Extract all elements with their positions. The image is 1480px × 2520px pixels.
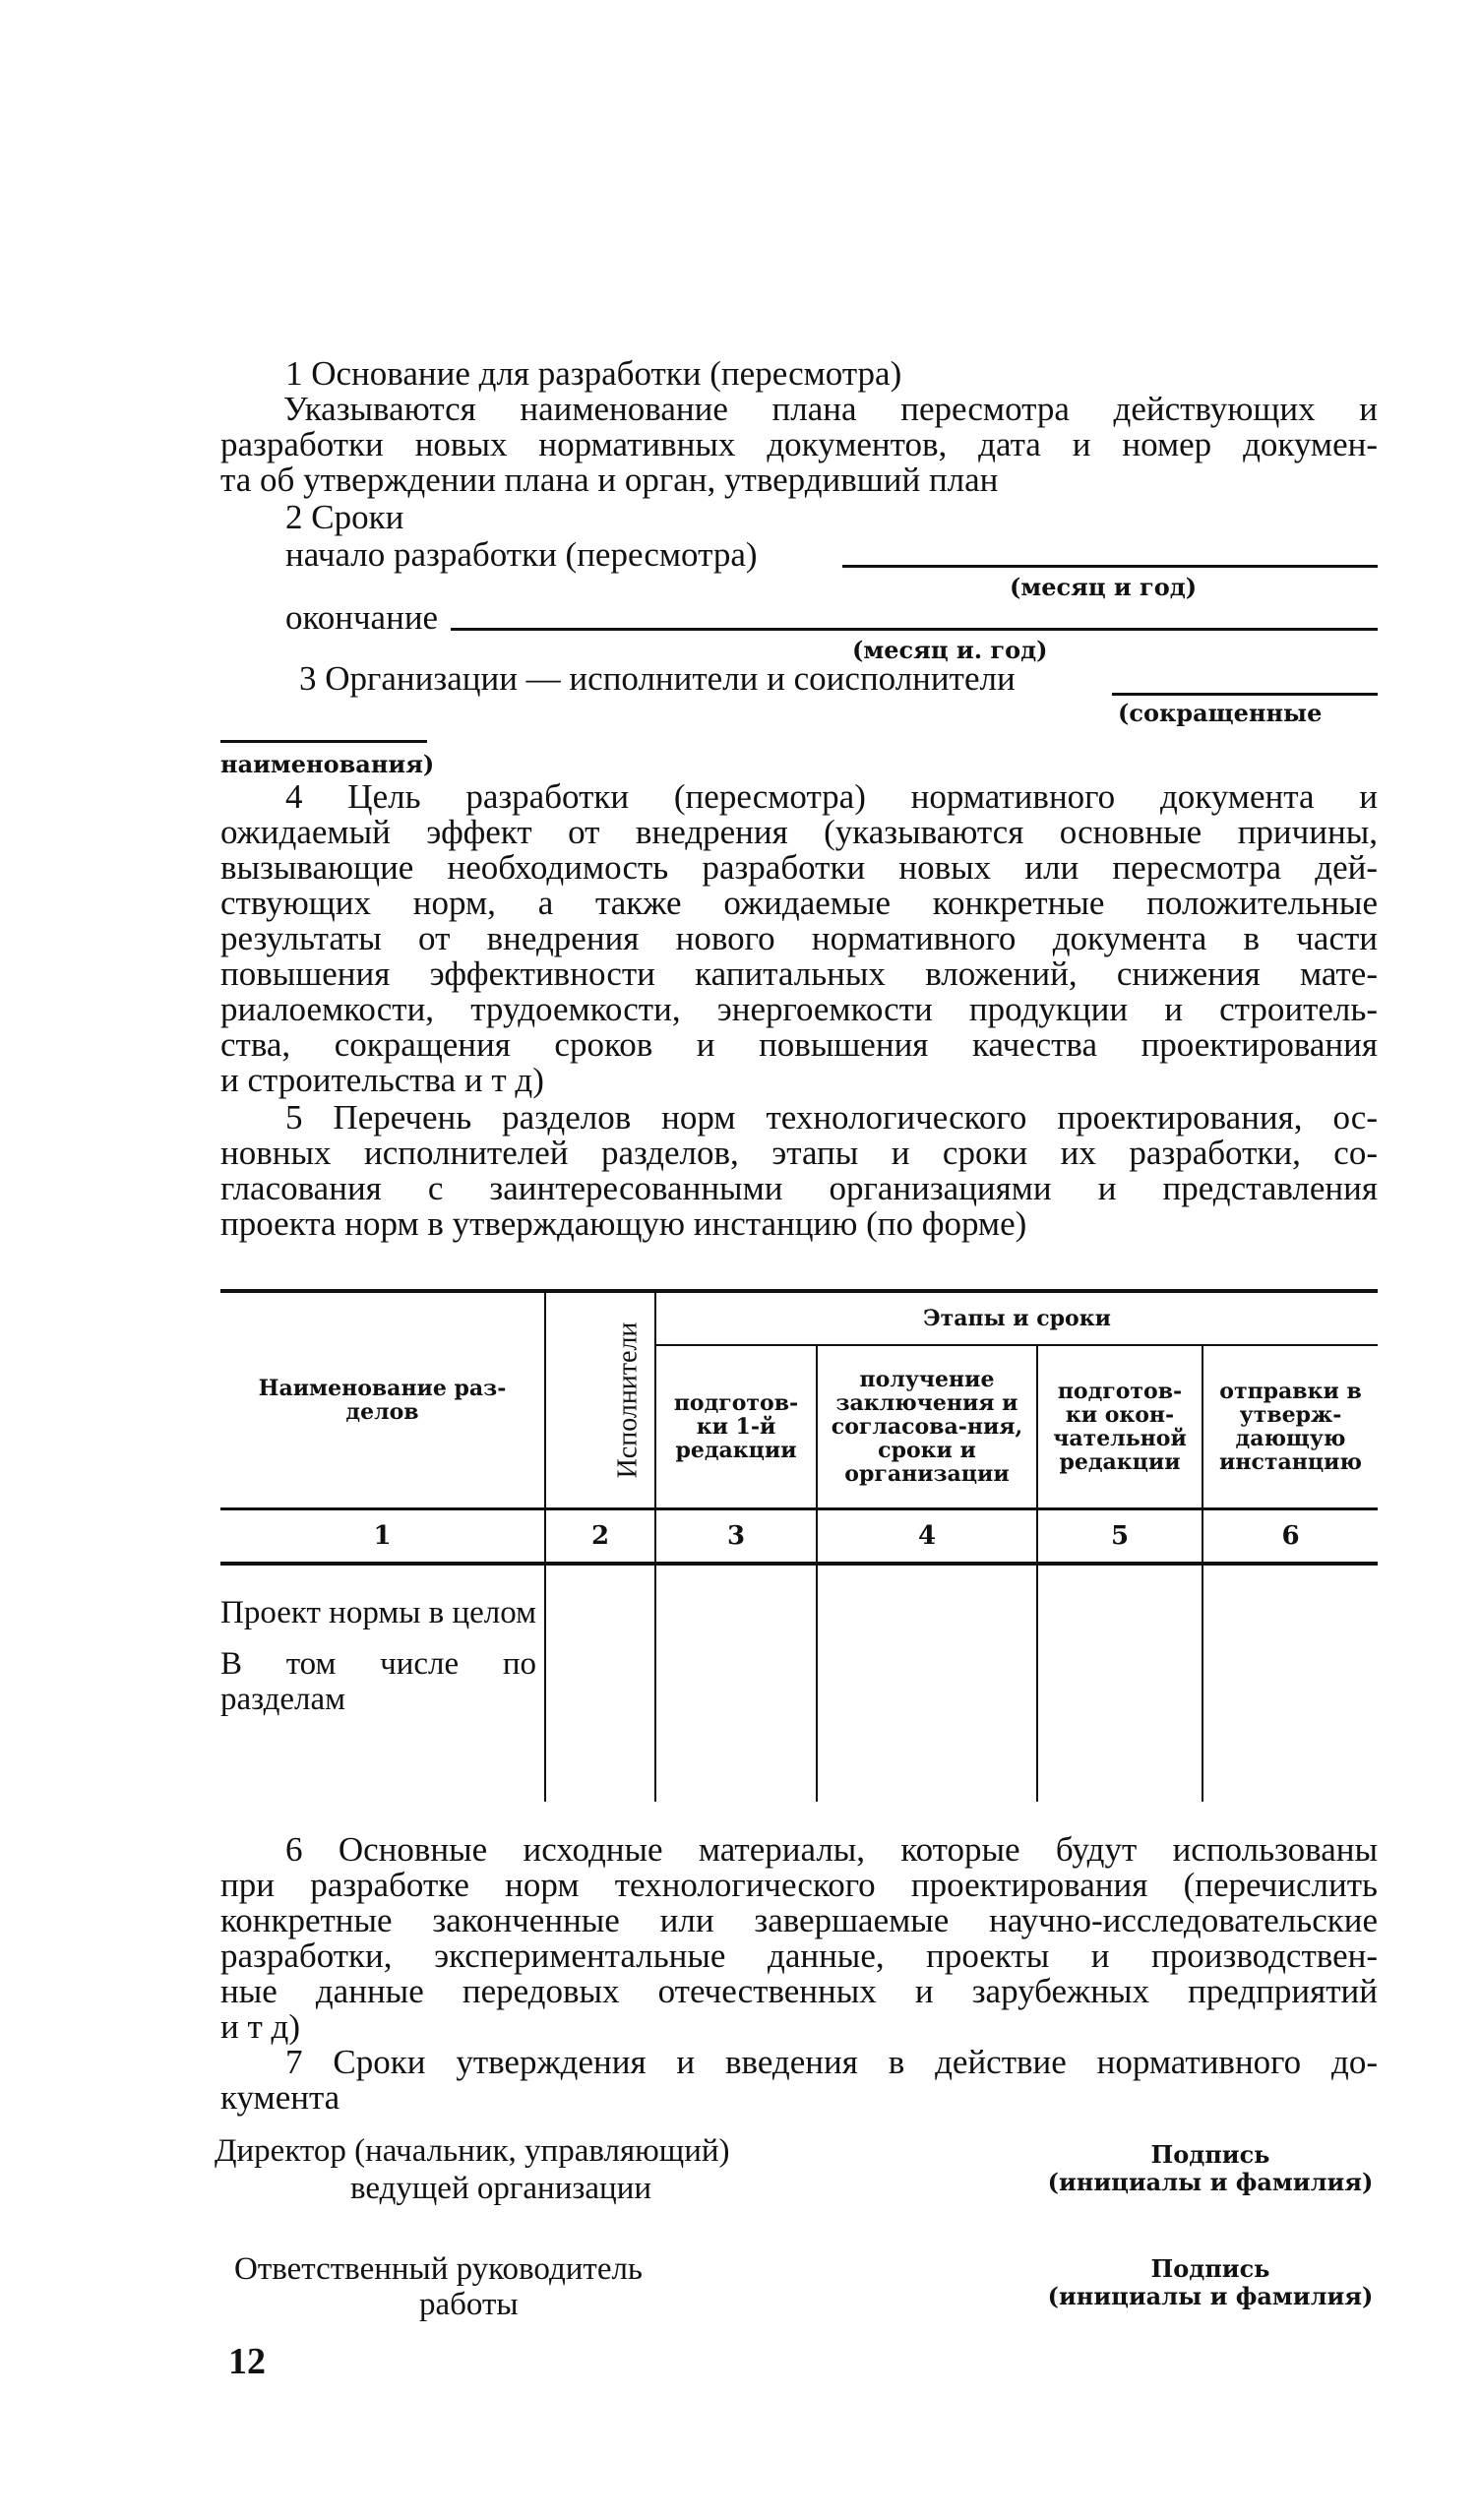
section1-heading: 1 Основание для разработки (пересмотра) xyxy=(285,354,902,393)
end-date-hint: (месяц и. год) xyxy=(852,636,1048,664)
col-number: 2 xyxy=(545,1509,655,1565)
section7-line: 7 Сроки утверждения и введения в действие нормативного до- xyxy=(285,2043,1378,2081)
section1-line: Указываются наименование плана пересмотра действующих и xyxy=(283,390,1378,428)
section4-line: повышения эффективности капитальных вложений, снижения мате- xyxy=(220,954,1378,993)
col-number: 4 xyxy=(817,1509,1037,1565)
organizations-line-2 xyxy=(220,740,427,743)
director-signature-hint: (инициалы и фамилия) xyxy=(1047,2168,1374,2196)
col-number: 3 xyxy=(655,1509,817,1565)
section4-line: вызывающие необходимость разработки новых или пересмотра дей- xyxy=(220,848,1378,887)
row-text-by-section: В том числе по разделам xyxy=(220,1646,536,1717)
director-org: ведущей организации xyxy=(350,2171,652,2206)
organizations-hint-a: (сокращенные xyxy=(1118,699,1323,727)
group-header-stages: Этапы и сроки xyxy=(655,1291,1378,1345)
section6-line: ные данные передовых отечественных и зарубежных предприятий xyxy=(220,1972,1378,2010)
table-cell xyxy=(1202,1564,1378,1802)
organizations-hint-b: наименования) xyxy=(220,750,435,778)
table-cell xyxy=(817,1564,1037,1802)
col-header-executors: Исполнители xyxy=(545,1291,655,1509)
section4-line: результаты от внедрения нового нормативного документа в части xyxy=(220,919,1378,957)
end-date-line xyxy=(451,628,1378,631)
section3-heading: 3 Организации — исполнители и соисполнители xyxy=(299,659,1016,698)
page-number: 12 xyxy=(228,2341,266,2382)
section4-line: 4 Цель разработки (пересмотра) нормативного документа и xyxy=(285,777,1378,816)
col-header-final-draft: подготов-ки окон-чательной редакции xyxy=(1037,1345,1202,1509)
section4-line: ствующих норм, а также ожидаемые конкретные положительные xyxy=(220,884,1378,922)
section5-line: новных исполнителей разделов, этапы и сроки их разработки, со- xyxy=(220,1134,1378,1172)
section6-line: 6 Основные исходные материалы, которые будут использованы xyxy=(285,1830,1378,1869)
responsible-signature: Подпись xyxy=(1150,2254,1270,2283)
section4-line: риалоемкости, трудоемкости, энергоемкости продукции и строитель- xyxy=(220,990,1378,1028)
section6-line: разработки, экспериментальные данные, проекты и производствен- xyxy=(220,1936,1378,1975)
row-text-whole: Проект нормы в целом xyxy=(220,1595,536,1630)
director-title: Директор (начальник, управляющий) xyxy=(215,2133,730,2169)
section5-line: гласования с заинтересованными организациями и представления xyxy=(220,1169,1378,1207)
responsible-signature-hint: (инициалы и фамилия) xyxy=(1047,2282,1374,2310)
organizations-line xyxy=(1112,693,1378,696)
section6-line: и т д) xyxy=(220,2007,300,2046)
responsible-work: работы xyxy=(419,2287,519,2322)
table-cell xyxy=(545,1564,655,1802)
section6-line: конкретные законченные или завершаемые научно-исследовательские xyxy=(220,1901,1378,1939)
table-row-label xyxy=(220,1564,545,1802)
start-date-line xyxy=(842,565,1378,568)
section4-line: ства, сокращения сроков и повышения качества проектирования xyxy=(220,1025,1378,1064)
col-number: 5 xyxy=(1037,1509,1202,1565)
start-date-label: начало разработки (пересмотра) xyxy=(285,535,758,574)
col-header-approval: получение заключения и согласова-ния, сроки и организации xyxy=(817,1345,1037,1509)
section6-line: при разработке норм технологического проектирования (перечислить xyxy=(220,1866,1378,1904)
section2-heading: 2 Сроки xyxy=(285,498,404,536)
col-number: 1 xyxy=(220,1509,545,1565)
section7-line: кумента xyxy=(220,2078,340,2117)
section4-line: и строительства и т д) xyxy=(220,1061,544,1099)
section1-line: та об утверждении плана и орган, утвердивший план xyxy=(220,461,999,499)
col-header-section-name: Наименование раз-делов xyxy=(220,1291,545,1509)
table-cell xyxy=(1037,1564,1202,1802)
section4-line: ожидаемый эффект от внедрения (указываются основные причины, xyxy=(220,813,1378,851)
sections-table xyxy=(220,1289,1378,1802)
responsible-title: Ответственный руководитель xyxy=(234,2251,643,2287)
col-header-first-draft: подготов-ки 1-й редакции xyxy=(655,1345,817,1509)
director-signature: Подпись xyxy=(1150,2140,1270,2169)
end-date-label: окончание xyxy=(285,598,439,637)
section5-line: 5 Перечень разделов норм технологического проектирования, ос- xyxy=(285,1098,1378,1137)
section5-line: проекта норм в утверждающую инстанцию (по форме) xyxy=(220,1204,1027,1243)
col-number: 6 xyxy=(1202,1509,1378,1565)
table-cell xyxy=(655,1564,817,1802)
section1-line: разработки новых нормативных документов, дата и номер докумен- xyxy=(220,425,1378,463)
col-header-submission: отправки в утверж-дающую инстанцию xyxy=(1202,1345,1378,1509)
start-date-hint: (месяц и год) xyxy=(1010,573,1198,601)
